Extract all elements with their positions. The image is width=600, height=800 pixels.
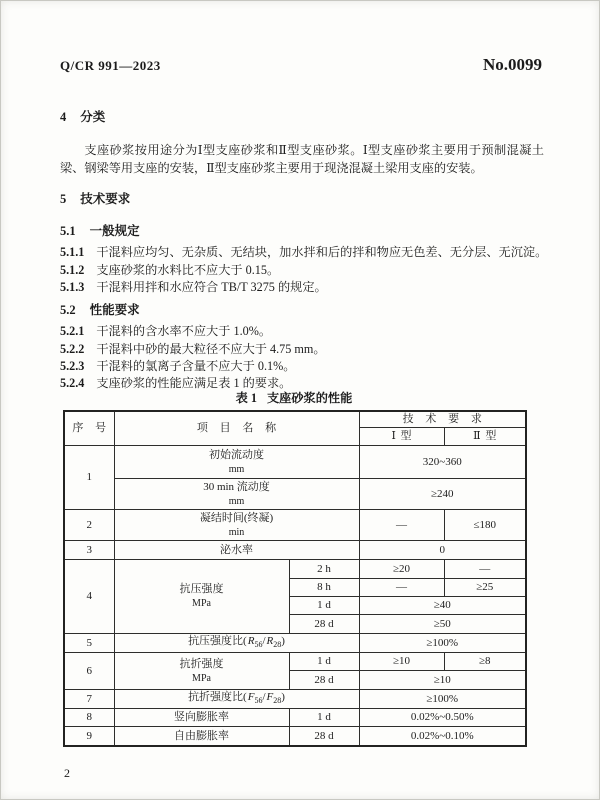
- header-type-1: Ⅰ 型: [359, 428, 444, 446]
- cell-age: 1 d: [289, 709, 359, 727]
- cell-value: 0.02%~0.10%: [359, 727, 526, 746]
- formula-suffix: ): [281, 635, 285, 647]
- formula-prefix: 抗折强度比(: [188, 691, 247, 704]
- cell-age: 2 h: [289, 560, 359, 579]
- clause-text: 干混料应均匀、无杂质、无结块，加水拌和后的拌和物应无色差、无分层、无沉淀。: [96, 245, 548, 259]
- cell-item-name: 泌水率: [114, 541, 359, 560]
- item-unit: MPa: [192, 672, 211, 684]
- cell-value-type1: ≥10: [359, 653, 444, 671]
- item-unit: min: [228, 526, 245, 538]
- clause-text: 干混料中砂的最大粒径不应大于 4.75 mm。: [96, 342, 326, 356]
- header-type-2: Ⅱ 型: [444, 428, 526, 446]
- cell-seq: 3: [64, 541, 114, 560]
- table-row: [64, 653, 526, 671]
- cell-value: ≥100%: [359, 634, 526, 653]
- cell-item-name-formula: [114, 634, 359, 653]
- clause-number: 5.1.1: [60, 245, 85, 259]
- cell-value-type2: ≥25: [444, 579, 526, 597]
- table-row: [64, 510, 526, 541]
- cell-value: ≥240: [359, 479, 526, 510]
- section-number: 5: [60, 192, 67, 206]
- cell-value-type2: ≥8: [444, 653, 526, 671]
- item-label: 抗折强度: [179, 657, 224, 670]
- table-row: [64, 690, 526, 709]
- section-title: 分类: [80, 110, 106, 124]
- table-row: [64, 634, 526, 653]
- cell-age: 28 d: [289, 727, 359, 746]
- cell-value-type1: —: [359, 510, 444, 541]
- page-number: 2: [64, 766, 70, 780]
- cell-age: 28 d: [289, 615, 359, 634]
- item-unit: MPa: [192, 598, 211, 609]
- clause-number: 5.1.2: [60, 263, 85, 277]
- cell-value: 0: [359, 541, 526, 560]
- table-row: [64, 446, 526, 479]
- formula-var: R: [266, 635, 274, 647]
- cell-seq: 1: [64, 446, 114, 510]
- cell-age: 8 h: [289, 579, 359, 597]
- page-header: [60, 55, 542, 75]
- item-unit: mm: [228, 495, 245, 507]
- table-row: [64, 479, 526, 510]
- section-5-2-heading: [60, 300, 140, 318]
- cell-value: 320~360: [359, 446, 526, 479]
- cell-value: ≥50: [359, 615, 526, 634]
- clause-number: 5.2.3: [60, 359, 85, 373]
- cell-value: ≥100%: [359, 690, 526, 709]
- formula-var: R: [247, 635, 255, 647]
- table-row: [64, 541, 526, 560]
- formula-separator: /: [262, 635, 266, 647]
- cell-item-name-formula: [114, 690, 359, 709]
- clause-text: 支座砂浆的水料比不应大于 0.15。: [96, 263, 280, 277]
- clause-text: 支座砂浆的性能应满足表 1 的要求。: [96, 376, 292, 390]
- item-label: 凝结时间(终凝): [199, 511, 274, 524]
- clause-number: 5.2.4: [60, 376, 85, 390]
- formula-suffix: ): [281, 691, 285, 704]
- clause-text: 干混料的含水率不应大于 1.0%。: [96, 324, 272, 338]
- cell-seq: 7: [64, 690, 114, 709]
- cell-value-type2: ≤180: [444, 510, 526, 541]
- formula-subscript: 28: [273, 640, 282, 650]
- cell-age: 1 d: [289, 653, 359, 671]
- cell-item-name: [114, 446, 359, 479]
- clause-5-2-2: [60, 340, 544, 357]
- header-tech-requirement: 技 术 要 求: [359, 411, 526, 428]
- table-caption: [63, 389, 525, 406]
- table-title: 支座砂浆的性能: [267, 391, 353, 405]
- clause-5-2-3: [60, 357, 544, 374]
- cell-value: ≥10: [359, 671, 526, 690]
- formula-subscript: 28: [273, 696, 282, 706]
- table-label: 表 1: [235, 391, 257, 405]
- section-number: 4: [60, 110, 67, 124]
- cell-seq: 2: [64, 510, 114, 541]
- item-label: 抗压强度: [179, 583, 224, 595]
- cell-item-name: [114, 653, 289, 690]
- cell-item-name: [114, 479, 359, 510]
- cell-item-name: [114, 560, 289, 634]
- cell-seq: 4: [64, 560, 114, 634]
- item-unit: mm: [228, 463, 245, 475]
- header-seq: 序 号: [64, 411, 114, 446]
- clause-number: 5.2.2: [60, 342, 85, 356]
- cell-age: 1 d: [289, 597, 359, 615]
- header-item-name: 项 目 名 称: [114, 411, 359, 446]
- section-4-heading: [60, 107, 105, 125]
- clause-text: 干混料的氯离子含量不应大于 0.1%。: [96, 359, 296, 373]
- table-row: [64, 709, 526, 727]
- cell-age: 28 d: [289, 671, 359, 690]
- item-label: 30 min 流动度: [203, 480, 270, 493]
- cell-value-type2: —: [444, 560, 526, 579]
- table-row: [64, 727, 526, 746]
- cell-value-type1: —: [359, 579, 444, 597]
- clause-5-1-3: [60, 278, 544, 295]
- clause-number: 5.2.1: [60, 324, 85, 338]
- section-title: 一般规定: [89, 224, 140, 238]
- clause-number: 5.1.3: [60, 280, 85, 294]
- clause-5-1-2: [60, 261, 544, 278]
- formula-var: F: [266, 691, 274, 704]
- cell-item-name: [114, 510, 359, 541]
- section-number: 5.1: [60, 224, 76, 238]
- cell-value-type1: ≥20: [359, 560, 444, 579]
- clause-5-1-1: [60, 243, 548, 260]
- cell-item-name: 竖向膨胀率: [114, 709, 289, 727]
- formula-subscript: 56: [254, 640, 263, 650]
- item-label: 初始流动度: [209, 448, 264, 461]
- table-row: [64, 560, 526, 579]
- cell-seq: 6: [64, 653, 114, 690]
- formula-var: F: [247, 691, 255, 704]
- section-number: 5.2: [60, 303, 76, 317]
- section-title: 技术要求: [80, 192, 131, 206]
- formula-separator: /: [262, 691, 266, 704]
- cell-value: 0.02%~0.50%: [359, 709, 526, 727]
- cell-seq: 8: [64, 709, 114, 727]
- performance-table: [63, 410, 527, 747]
- section-title: 性能要求: [89, 303, 140, 317]
- formula-prefix: 抗压强度比(: [188, 635, 247, 647]
- clause-5-2-1: [60, 322, 544, 339]
- section-5-1-heading: [60, 221, 140, 239]
- cell-item-name: 自由膨胀率: [114, 727, 289, 746]
- copy-serial-number: No.0099: [482, 55, 542, 74]
- cell-value: ≥40: [359, 597, 526, 615]
- section-4-paragraph: 支座砂浆按用途分为Ⅰ型支座砂浆和Ⅱ型支座砂浆。Ⅰ型支座砂浆主要用于预制混凝土梁、钢梁等用支座的安装，Ⅱ型支座砂浆主要用于现浇混凝土梁用支座的安装。: [60, 143, 544, 176]
- section-5-heading: [60, 189, 130, 207]
- cell-seq: 5: [64, 634, 114, 653]
- formula-subscript: 56: [254, 696, 263, 706]
- cell-seq: 9: [64, 727, 114, 746]
- table-header-row: [64, 411, 526, 428]
- standard-code: Q/CR 991—2023: [60, 58, 161, 73]
- clause-text: 干混料用拌和水应符合 TB/T 3275 的规定。: [96, 280, 327, 294]
